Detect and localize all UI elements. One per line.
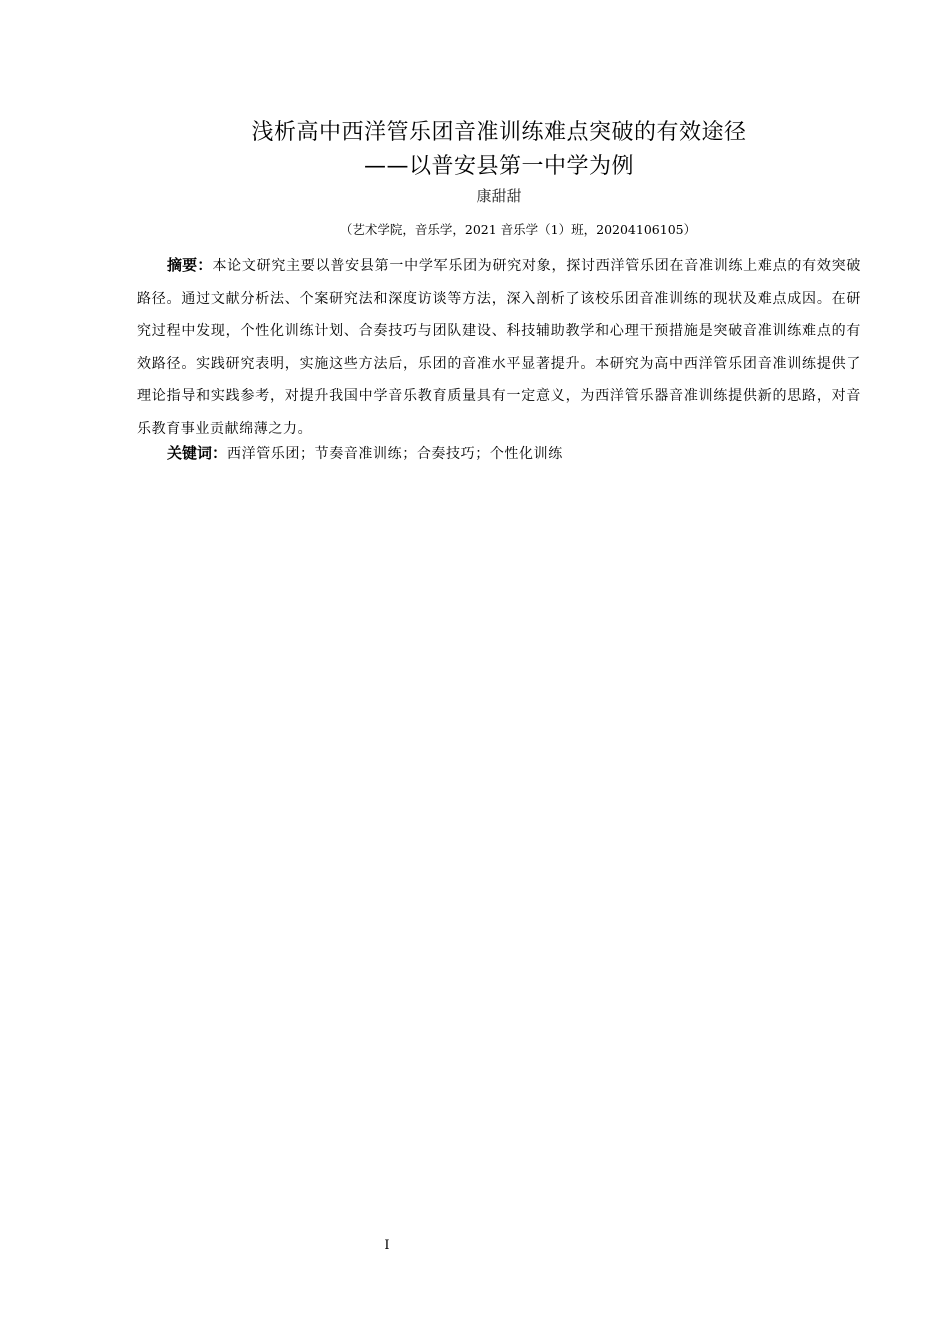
keywords-text: 西洋管乐团；节奏音准训练；合奏技巧；个性化训练	[227, 446, 563, 462]
paper-subtitle: ——以普安县第一中学为例	[363, 154, 634, 179]
author-name: 康甜甜	[476, 187, 522, 205]
abstract-paragraph	[137, 249, 861, 445]
author-affiliation: （艺术学院，音乐学，2021 音乐学（1）班，20204106105）	[339, 222, 697, 237]
keywords-label: 关键词：	[167, 444, 228, 462]
paper-title: 浅析高中西洋管乐团音准训练难点突破的有效途径	[251, 120, 747, 145]
abstract-text: 本论文研究主要以普安县第一中学军乐团为研究对象，探讨西洋管乐团在音准训练上难点的有效突破路径。通过文献分析法、个案研究法和深度访谈等方法，深入剖析了该校乐团音准训练的现状及难点成因。在研究过程中发现，个性化训练计划、合奏技巧与团队建设、科技辅助教学和心理干预措施是突破音准训练难点的有效路径。实践研究表明，实施这些方法后，乐团的音准水平显著提升。本研究为高中西洋管乐团音准训练提供了理论指导和实践参考，对提升我国中学音乐教育质量具有一定意义，为西洋管乐器音准训练提供新的思路，对音乐教育事业贡献绵薄之力。	[137, 258, 861, 437]
abstract-label: 摘要：	[167, 256, 213, 274]
page-number: I	[384, 1238, 390, 1253]
keywords-line	[167, 440, 867, 467]
